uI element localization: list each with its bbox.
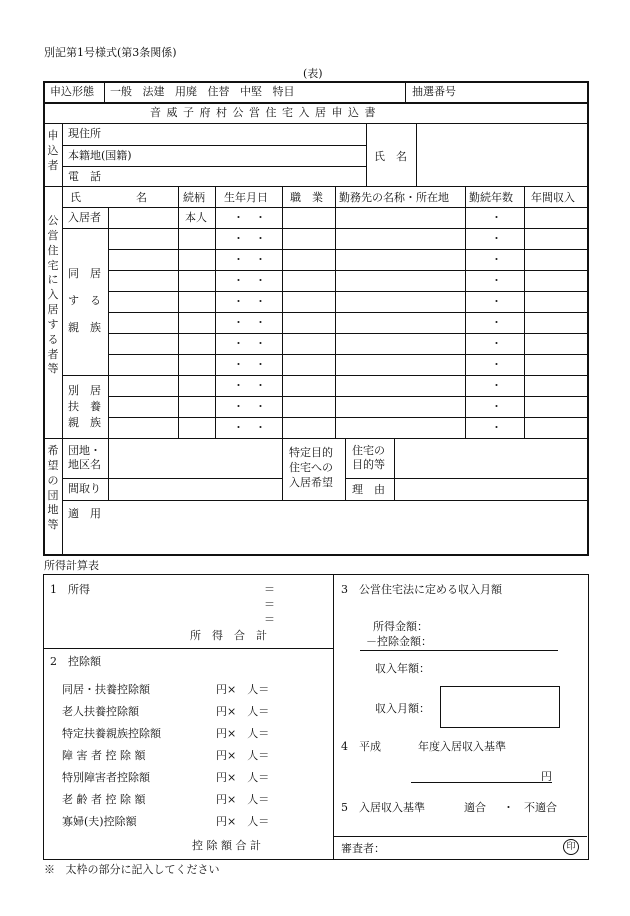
deduction-formula: 円× 人＝ [216,727,270,740]
deduction-section-title: 2 控除額 [50,655,101,668]
income-criteria-sub: 年度入居収入基準 [418,740,506,753]
years-placeholder[interactable]: ・ [491,253,502,266]
years-placeholder[interactable]: ・ [491,379,502,392]
note-mark: ※ [44,863,55,876]
eligibility-section-title: 5 入居収入基準 [341,801,425,814]
monthly-income-label: 収入月額： [375,702,430,715]
cohabiting-relatives-label: 同 居 す る 親 族 [68,267,101,334]
reviewer-label: 審査者： [341,842,385,855]
registered-domicile-label: 本籍地(国籍) [68,149,132,162]
option-separator: ・ [503,801,514,814]
option-general[interactable]: 一般 [110,85,132,98]
col-header-occupation: 職 業 [290,191,323,204]
seal-icon: 印 [563,839,579,855]
option-tokumoku[interactable]: 特目 [272,85,295,98]
deduction-formula: 円× 人＝ [216,683,270,696]
phone-label: 電 話 [68,170,101,183]
income-table-title: 所得計算表 [44,559,99,572]
applicant-name-label: 氏 名 [374,150,407,163]
deduction-total-label: 控 除 額 合 計 [192,839,261,852]
birthdate-placeholder[interactable]: ・ ・ [233,421,266,434]
current-address-label: 現住所 [68,127,101,140]
deduction-amount-label: －控除金額： [366,635,432,648]
birthdate-placeholder[interactable]: ・ ・ [233,316,266,329]
years-placeholder[interactable]: ・ [491,358,502,371]
form-number-label: 別記第1号様式(第3条関係) [44,46,177,59]
birthdate-placeholder[interactable]: ・ ・ [233,400,266,413]
separate-dependents-label: 別 居 扶 養 親 族 [68,384,101,429]
monthly-income-box[interactable] [440,686,560,728]
deduction-item-label: 老人扶養控除額 [62,705,139,718]
form-title: 音 威 子 府 村 公 営 住 宅 入 居 申 込 書 [150,106,377,119]
income-eq-3: ＝ [264,613,275,626]
applicable-label: 適 用 [68,507,101,520]
income-amount-label: 所得金額： [373,620,428,633]
option-chuken[interactable]: 中堅 [240,85,262,98]
housing-purpose-label: 住宅の 目的等 [352,444,385,472]
preference-section-label: 希 望 の 団 地 等 [47,444,59,532]
footer-note [44,864,220,875]
deduction-item-label: 障 害 者 控 除 額 [62,749,146,762]
birthdate-placeholder[interactable]: ・ ・ [233,379,266,392]
option-sumikae[interactable]: 住替 [207,85,230,98]
col-header-years: 勤続年数 [469,191,513,204]
option-hoken[interactable]: 法建 [142,85,165,98]
deduction-item-label: 特別障害者控除額 [62,771,150,784]
lottery-number-label: 抽選番号 [412,85,456,98]
reason-label: 理 由 [352,483,385,496]
eligible-option[interactable]: 適合 [464,801,486,814]
deduction-item-label: 同居・扶養控除額 [62,683,150,696]
deduction-item-label: 寡婦(夫)控除額 [62,815,137,828]
applicant-section-label: 申 込 者 [47,129,59,172]
yen-label: 円 [541,770,552,783]
deduction-formula: 円× 人＝ [216,815,270,828]
years-placeholder[interactable]: ・ [491,421,502,434]
note-text: 太枠の部分に記入してください [65,863,220,876]
birthdate-placeholder[interactable]: ・ ・ [233,253,266,266]
birthdate-placeholder[interactable]: ・ ・ [233,211,266,224]
years-placeholder[interactable]: ・ [491,232,502,245]
deduction-item-label: 老 齢 者 控 除 額 [62,793,146,806]
monthly-income-section-title: 3 公営住宅法に定める収入月額 [341,583,502,596]
deduction-formula: 円× 人＝ [216,793,270,806]
income-total-label: 所 得 合 計 [190,629,267,642]
years-placeholder[interactable]: ・ [491,316,502,329]
birthdate-placeholder[interactable]: ・ ・ [233,358,266,371]
deduction-formula: 円× 人＝ [216,705,270,718]
self-relation-label: 本人 [185,211,207,224]
income-eq-1: ＝ [264,583,275,596]
deduction-item-label: 特定扶養親族控除額 [62,727,161,740]
estate-name-label: 団地・ 地区名 [68,444,101,472]
birthdate-placeholder[interactable]: ・ ・ [233,295,266,308]
years-placeholder[interactable]: ・ [491,400,502,413]
income-eq-2: ＝ [264,598,275,611]
col-header-birthdate: 生年月日 [224,191,268,204]
option-yohai[interactable]: 用廃 [175,85,197,98]
birthdate-placeholder[interactable]: ・ ・ [233,337,266,350]
birthdate-placeholder[interactable]: ・ ・ [233,274,266,287]
years-placeholder[interactable]: ・ [491,211,502,224]
income-section-title: 1 所得 [50,583,90,596]
col-header-income: 年間収入 [531,191,575,204]
ineligible-option[interactable]: 不適合 [524,801,557,814]
side-label: (表) [303,67,323,80]
col-header-employer: 勤務先の名称・所在地 [339,191,449,204]
col-header-name: 氏 名 [70,191,147,204]
income-criteria-section-title: 4 平成 [341,740,381,753]
col-header-relation: 続柄 [183,191,205,204]
years-placeholder[interactable]: ・ [491,337,502,350]
years-placeholder[interactable]: ・ [491,274,502,287]
years-placeholder[interactable]: ・ [491,295,502,308]
application-type-options[interactable] [110,86,295,97]
resident-label: 入居者 [68,211,101,224]
deduction-formula: 円× 人＝ [216,749,270,762]
annual-income-label: 収入年額： [375,662,430,675]
special-purpose-label: 特定目的 住宅への 入居希望 [289,446,333,489]
household-section-label: 公 営 住 宅 に 入 居 す る 者 等 [47,214,59,376]
deduction-formula: 円× 人＝ [216,771,270,784]
floor-plan-label: 間取り [68,482,101,495]
birthdate-placeholder[interactable]: ・ ・ [233,232,266,245]
application-type-label: 申込形態 [50,85,94,98]
